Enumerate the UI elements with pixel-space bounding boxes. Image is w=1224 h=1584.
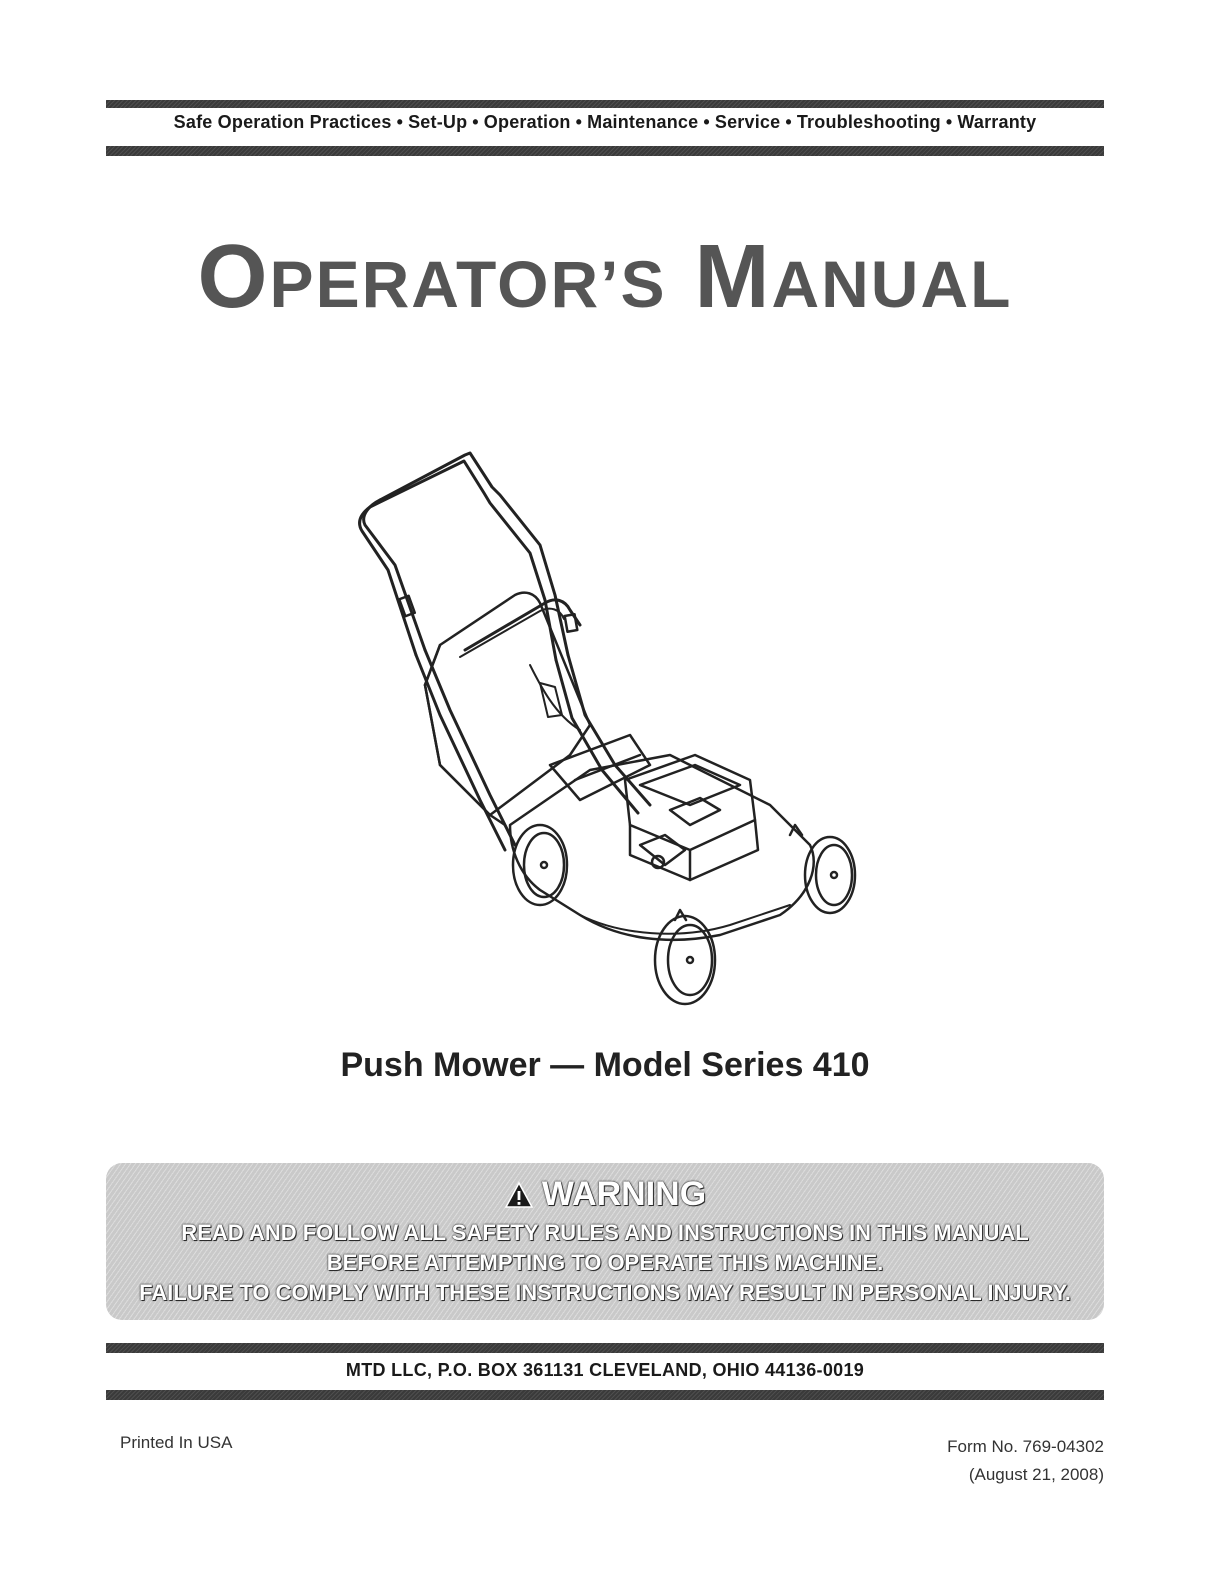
warning-line: BEFORE ATTEMPTING TO OPERATE THIS MACHINE. xyxy=(326,1250,884,1275)
nav-item: Service xyxy=(714,112,781,132)
nav-separator: • xyxy=(945,112,953,132)
nav-separator: • xyxy=(396,112,404,132)
nav-separator: • xyxy=(785,112,792,132)
warning-line: READ AND FOLLOW ALL SAFETY RULES AND INSTRUCTIONS IN THIS MANUAL xyxy=(181,1220,1029,1245)
warning-triangle-icon xyxy=(504,1181,534,1209)
product-model: Push Mower — Model Series 410 xyxy=(340,1046,870,1084)
form-number: Form No. 769-04302 xyxy=(947,1437,1104,1456)
address-rule-top xyxy=(106,1343,1104,1353)
nav-item: Maintenance xyxy=(587,112,699,132)
page-title: OPERATOR’S MANUAL xyxy=(197,227,1013,327)
nav-separator: • xyxy=(703,112,710,132)
nav-item: Troubleshooting xyxy=(796,112,941,132)
nav-separator: • xyxy=(472,112,479,132)
address-rule-bottom xyxy=(106,1390,1104,1400)
nav-item: Set-Up xyxy=(408,112,468,132)
form-info xyxy=(947,1433,1104,1489)
nav-item: Operation xyxy=(483,112,571,132)
warning-line: FAILURE TO COMPLY WITH THESE INSTRUCTIONS MAY RESULT IN PERSONAL INJURY. xyxy=(139,1280,1071,1305)
top-rule xyxy=(106,100,1104,108)
printed-in: Printed In USA xyxy=(120,1433,233,1452)
nav-item: Warranty xyxy=(957,112,1037,132)
warning-panel xyxy=(106,1163,1104,1320)
top-rule-lower xyxy=(106,146,1104,156)
form-date: (August 21, 2008) xyxy=(968,1465,1104,1484)
company-address: MTD LLC, P.O. BOX 361131 CLEVELAND, OHIO 44136-0019 xyxy=(345,1360,865,1380)
push-mower-illustration xyxy=(340,425,880,1015)
warning-heading: WARNING xyxy=(106,1175,1104,1214)
nav-separator: • xyxy=(575,112,583,132)
header-nav xyxy=(106,112,1104,133)
nav-item: Safe Operation Practices xyxy=(173,112,392,132)
